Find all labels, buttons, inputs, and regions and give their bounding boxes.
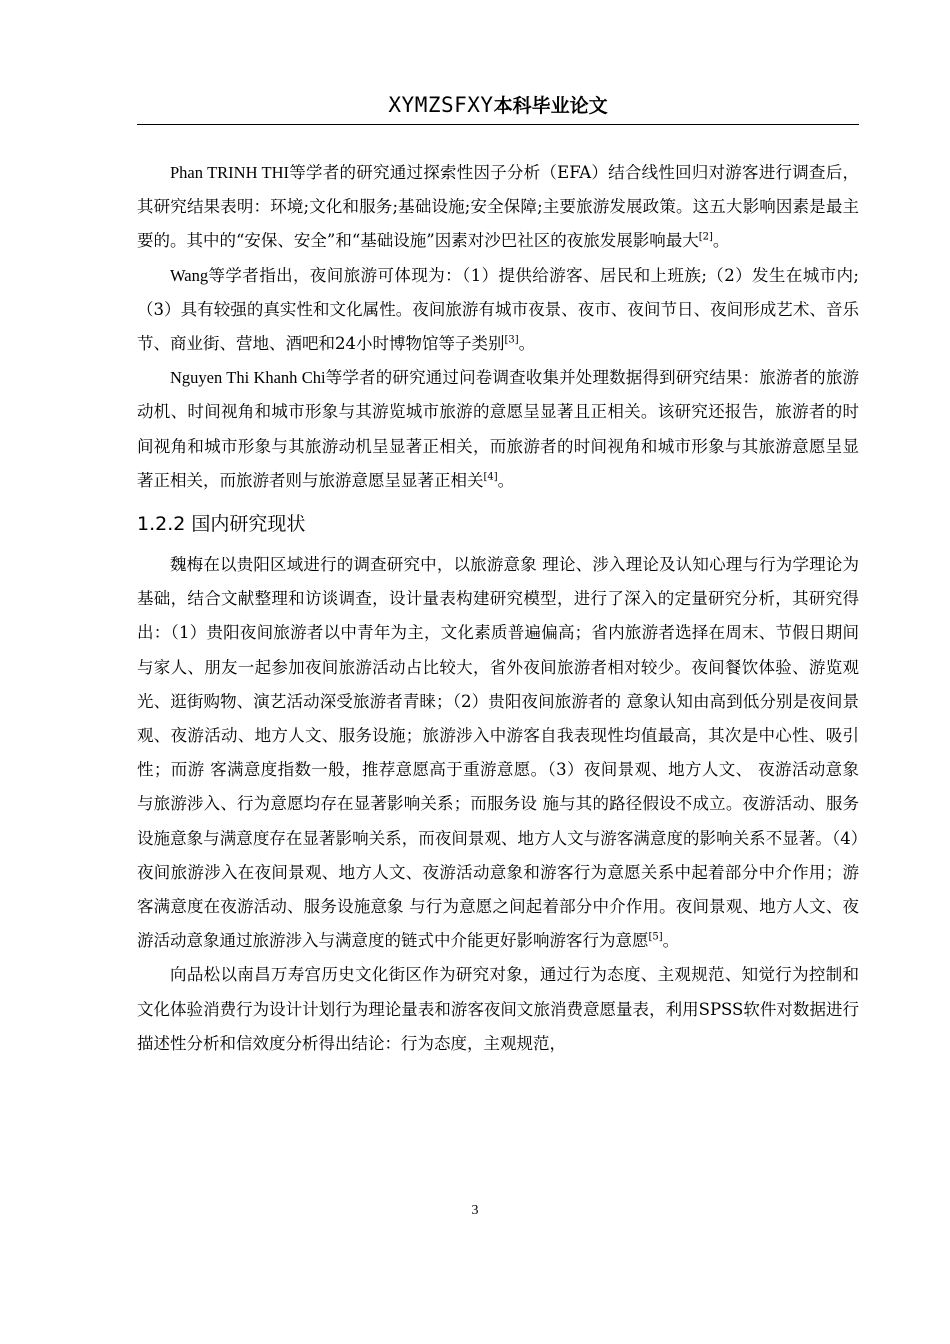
paragraph-xiang-pinsong [137, 958, 859, 1061]
paragraph-end: 。 [518, 334, 536, 354]
header-title-latin: XYMZSFXY [388, 93, 494, 117]
running-header [137, 88, 859, 122]
section-heading: 1.2.2 国内研究现状 [137, 513, 306, 536]
citation-marker: [2] [698, 231, 713, 243]
citation-marker: [5] [648, 931, 663, 943]
paragraph-end: 。 [712, 231, 730, 251]
paragraph-text: 向品松以南昌万寿宫历史文化街区作为研究对象，通过行为态度、主观规范、知觉行为控制和文化体验消费行为设计计划行为理论量表和游客夜间文旅消费意愿量表，利用SPSS软件对数据进行描述性分析和信效度分析得出结论：行为态度，主观规范， [137, 965, 859, 1053]
header-title-cjk: 本科毕业论文 [493, 95, 608, 117]
header-rule [137, 124, 859, 125]
paragraph-text: 等学者指出，夜间旅游可体现为：（1）提供给游客、居民和上班族;（2）发生在城市内;（3）具有较强的真实性和文化属性。夜间旅游有城市夜景、夜市、夜间节日、夜间形成艺术、音乐节、商业街、营地、酒吧和24小时博物馆等子类别 [137, 265, 859, 354]
page-number: 3 [471, 1203, 479, 1218]
paragraph-text: 魏梅在以贵阳区域进行的调查研究中，以旅游意象 理论、涉入理论及认知心理与行为学理论为基础，结合文献整理和访谈调查，设计量表构建研究模型，进行了深入的定量研究分析，其研究得出：（1）贵阳夜间旅游者以中青年为主，文化素质普遍偏高；省内旅游者选择在周末、节假日期间与家人、朋友一起参加夜间旅游活动占比较大，省外夜间旅游者相对较少。夜间餐饮体验、游览观光、逛街购物、演艺活动深受旅游者青睐；（2）贵阳夜间旅游者的 意象认知由高到低分别是夜间景观、夜游活动、地方人文、服务设施；旅游涉入中游客自我表现性均值最高，其次是中心性、吸引性；而游 客满意度指数一般，推荐意愿高于重游意愿。（3）夜间景观、地方人文、 夜游活动意象与旅游涉入、行为意愿均存在显著影响关系；而服务设 施与其的路径假设不成立。夜游活动、服务设施意象与满意度存在显著影响关系，而夜间景观、地方人文与游客满意度的影响关系不显著。（4）夜间旅游涉入在夜间景观、地方人文、夜游活动意象和游客行为意愿关系中起着部分中介作用；游客满意度在夜游活动、服务设施意象 与行为意愿之间起着部分中介作用。夜间景观、地方人文、夜游活动意象通过旅游涉入与满意度的链式中介能更好影响游客行为意愿 [137, 555, 859, 951]
citation-marker: [4] [483, 471, 498, 483]
paragraph-end: 。 [662, 931, 680, 951]
paragraph-text: 等学者的研究通过问卷调查收集并处理数据得到研究结果：旅游者的旅游动机、时间视角和城市形象与其游览城市旅游的意愿呈显著且正相关。该研究还报告，旅游者的时间视角和城市形象与其旅游动机呈显著正相关，而旅游者的时间视角和城市形象与其旅游意愿呈显著正相关，而旅游者则与旅游意愿呈显著正相关 [137, 368, 860, 490]
author-name: Wang [170, 265, 209, 285]
author-name: Nguyen Thi Khanh Chi [170, 368, 326, 388]
author-name: Phan TRINH THI [170, 163, 290, 182]
paragraph-phan-trinh-thi [137, 156, 859, 259]
citation-marker: [3] [504, 334, 519, 346]
body-text [137, 156, 859, 1061]
paragraph-text: 等学者的研究通过探索性因子分析（EFA）结合线性回归对游客进行调查后，其研究结果表明：环境;文化和服务;基础设施;安全保障;主要旅游发展政策。这五大影响因素是最主要的。其中的“安保、安全”和“基础设施”因素对沙巴社区的夜旅发展影响最大 [137, 163, 859, 251]
paragraph-end: 。 [497, 470, 515, 490]
paragraph-wei-mei [137, 548, 859, 958]
paragraph-nguyen-thi-khanh-chi [137, 361, 859, 498]
paragraph-wang [137, 259, 859, 362]
